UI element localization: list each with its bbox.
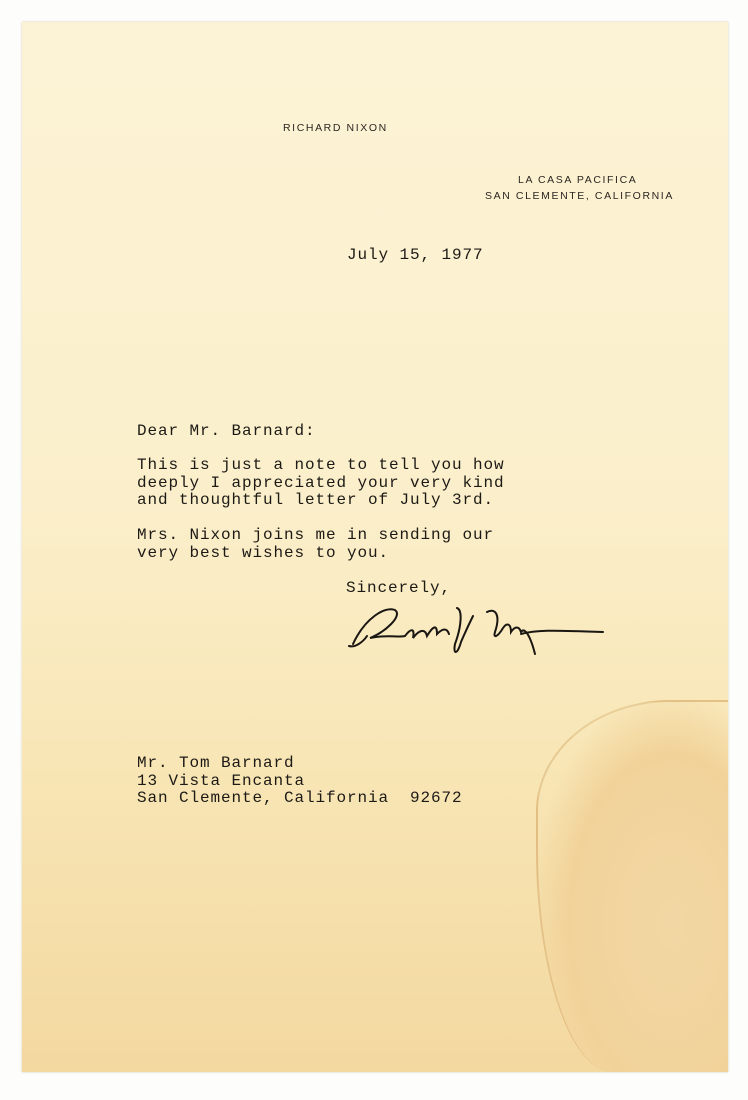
body-paragraph-1	[137, 457, 505, 510]
signature	[345, 598, 610, 660]
body-line: Mrs. Nixon joins me in sending our	[137, 526, 495, 544]
recipient-address	[137, 755, 463, 808]
closing: Sincerely,	[346, 579, 452, 597]
letterhead-address-line1: LA CASA PACIFICA	[518, 174, 638, 186]
letterhead-address-line2: SAN CLEMENTE, CALIFORNIA	[485, 190, 674, 202]
body-line: deeply I appreciated your very kind	[137, 473, 505, 492]
letter-date: July 15, 1977	[347, 246, 484, 264]
recipient-name: Mr. Tom Barnard	[137, 754, 295, 772]
body-paragraph-2	[137, 527, 494, 562]
letterhead-name: RICHARD NIXON	[283, 122, 388, 134]
body-line: This is just a note to tell you how	[137, 456, 505, 474]
recipient-city: San Clemente, California 92672	[137, 789, 463, 807]
recipient-street: 13 Vista Encanta	[137, 771, 306, 790]
body-line: very best wishes to you.	[137, 543, 390, 562]
salutation: Dear Mr. Barnard:	[137, 422, 316, 440]
body-line: and thoughtful letter of July 3rd.	[137, 491, 495, 509]
water-stain	[536, 700, 728, 1072]
